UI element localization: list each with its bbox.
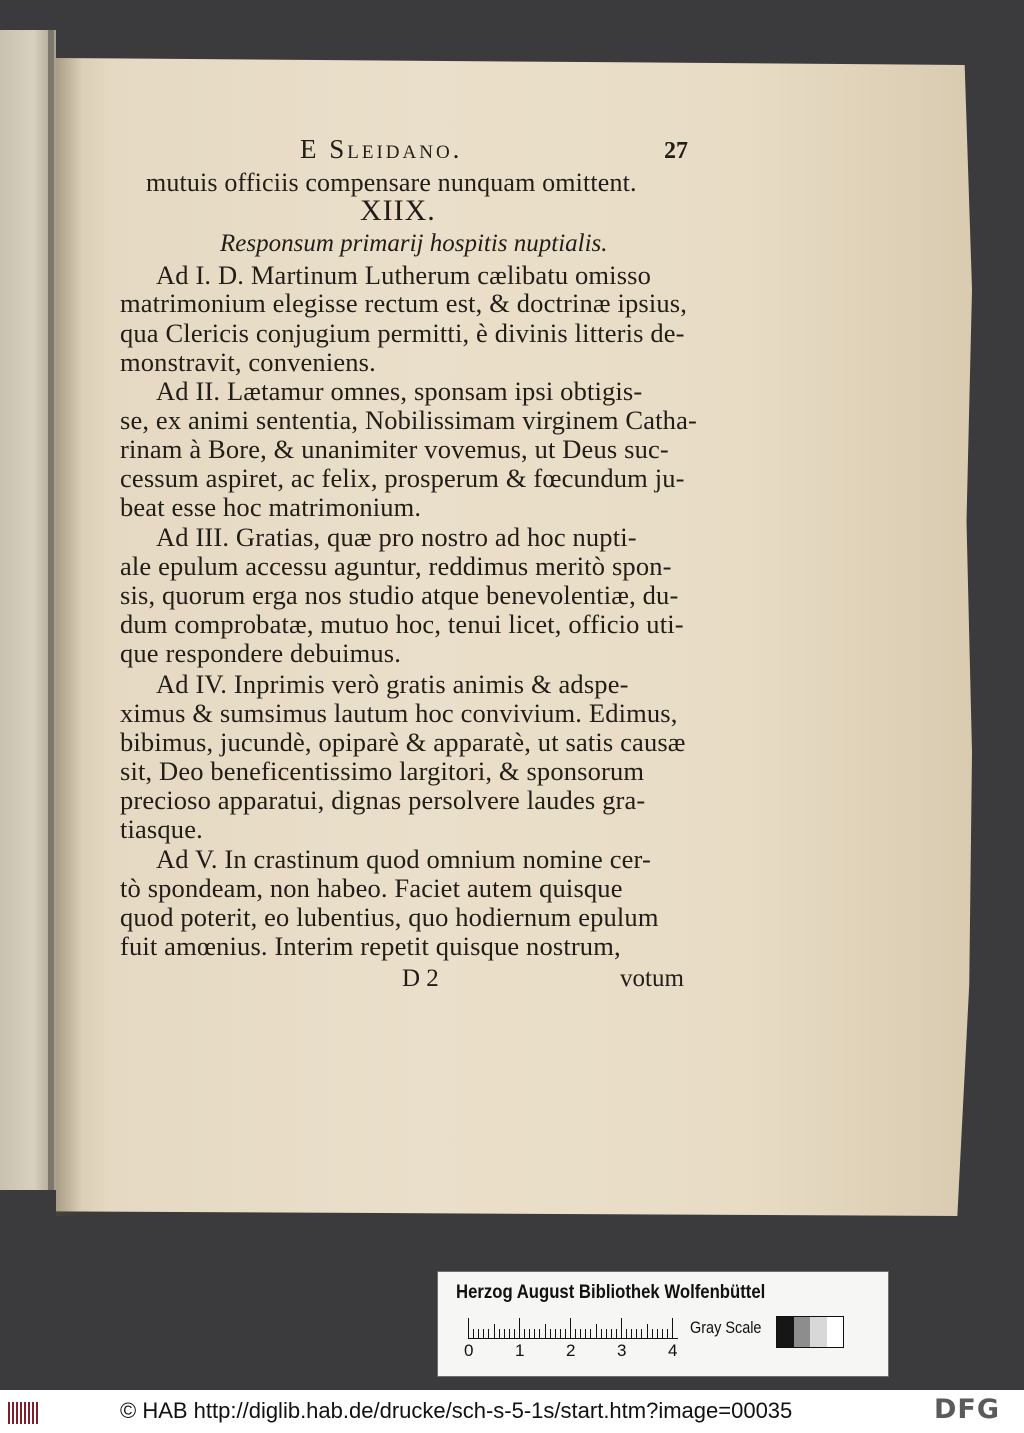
ruler-tick [468,1318,469,1338]
ruler-tick [478,1329,479,1338]
section-subtitle: Responsum primarij hospitis nuptialis. [220,230,608,257]
text-line: tò spondeam, non habeo. Faciet autem quisque [120,873,623,903]
ruler-tick [611,1329,612,1338]
ruler-tick [636,1329,637,1338]
section-number: XIIX. [360,194,436,227]
ruler-tick [590,1329,591,1338]
ruler-tick [534,1329,535,1338]
ruler-tick [672,1318,673,1338]
text-line: precioso apparatui, dignas persolvere laudes gra- [120,785,646,815]
library-reference-card [437,1271,889,1377]
text-line: se, ex animi sententia, Nobilissimam virginem Catha- [120,405,697,435]
text-line: ale epulum accessu aguntur, reddimus meritò spon- [120,551,672,581]
page-gutter-shadow [56,58,82,1216]
copyright-url[interactable]: © HAB http://diglib.hab.de/drucke/sch-s-5-1s/start.htm?image=00035 [120,1398,793,1423]
text-line: dum comprobatæ, mutuo hoc, tenui licet, officio uti- [120,609,684,639]
gray-scale-patches [776,1316,844,1348]
ruler-tick [483,1329,484,1338]
ruler-tick [565,1329,566,1338]
text-line: fuit amœnius. Interim repetit quisque nostrum, [120,931,621,961]
text-line: bibimus, jucundè, opiparè & apparatè, ut satis causæ [120,727,686,757]
dfg-logo: DFG [934,1394,1001,1425]
ruler-tick [570,1318,571,1338]
ruler-tick [621,1318,622,1338]
ruler-tick [631,1329,632,1338]
ruler-tick [596,1324,597,1338]
ruler-tick [626,1329,627,1338]
ruler-tick [585,1329,586,1338]
ruler-tick [657,1329,658,1338]
text-line: sis, quorum erga nos studio atque benevolentiæ, du- [120,580,679,610]
ruler-tick [555,1329,556,1338]
ruler-tick [550,1329,551,1338]
hab-logo-icon [8,1402,40,1424]
text-line: que respondere debuimus. [120,638,402,668]
ruler-tick [524,1329,525,1338]
ruler-tick [575,1329,576,1338]
text-line: Ad V. In crastinum quod omnium nomine cer- [156,844,651,874]
catchword: votum [620,965,684,992]
running-head: E Sleidano. [300,134,463,164]
ruler-tick [545,1324,546,1338]
ruler-tick [606,1329,607,1338]
ruler-tick [641,1329,642,1338]
ruler-tick [499,1329,500,1338]
book-binding-edge [48,30,54,1190]
text-line: monstravit, conveniens. [120,347,376,377]
ruler-tick [473,1329,474,1338]
ruler-tick [580,1329,581,1338]
gray-scale-label: Gray Scale [690,1318,762,1337]
text-line: Ad II. Lætamur omnes, sponsam ipsi obtigis- [156,376,643,406]
ruler-tick [488,1329,489,1338]
text-line: rinam à Bore, & unanimiter vovemus, ut Deus suc- [120,434,669,464]
gray-patch [810,1317,827,1347]
text-line: Ad IV. Inprimis verò gratis animis & adspe- [156,669,629,699]
gray-patch [794,1317,811,1347]
text-line: sit, Deo beneficentissimo largitori, & sponsorum [120,756,645,786]
ruler-tick [504,1329,505,1338]
ruler-tick [509,1329,510,1338]
ruler-number: 1 [515,1341,525,1360]
text-line: quod poterit, eo lubentius, quo hodiernum epulum [120,902,659,932]
ruler-number: 4 [668,1341,678,1360]
text-line: qua Clericis conjugium permitti, è divinis litteris de- [120,318,685,348]
ruler-tick [560,1329,561,1338]
ruler-number: 2 [566,1341,576,1360]
gray-patch [777,1317,794,1347]
ruler-number: 3 [617,1341,627,1360]
ruler-tick [667,1329,668,1338]
ruler-tick [519,1318,520,1338]
cm-ruler [468,1316,678,1339]
text-line: ximus & sumsimus lautum hoc convivium. Edimus, [120,698,678,728]
ruler-number: 0 [464,1341,474,1360]
gray-patch [827,1317,844,1347]
ruler-tick [514,1329,515,1338]
footer-bar [0,1390,1024,1433]
text-line: Ad III. Gratias, quæ pro nostro ad hoc nupti- [156,522,637,552]
ruler-tick [539,1329,540,1338]
ruler-tick [529,1329,530,1338]
text-line: beat esse hoc matrimonium. [120,492,422,522]
ruler-tick [662,1329,663,1338]
text-line: cessum aspiret, ac felix, prosperum & fœcundum ju- [120,463,685,493]
ruler-tick [494,1324,495,1338]
ruler-tick [616,1329,617,1338]
page-number: 27 [664,138,688,164]
first-line: mutuis officiis compensare nunquam omittent. [146,168,637,197]
ruler-tick [601,1329,602,1338]
text-line: matrimonium elegisse rectum est, & doctrinæ ipsius, [120,288,688,318]
signature-mark: D 2 [402,965,439,992]
text-line: Ad I. D. Martinum Lutherum cælibatu omisso [156,260,652,290]
library-name: Herzog August Bibliothek Wolfenbüttel [456,1282,766,1303]
text-line: tiasque. [120,814,203,844]
ruler-tick [652,1329,653,1338]
ruler-tick [647,1324,648,1338]
